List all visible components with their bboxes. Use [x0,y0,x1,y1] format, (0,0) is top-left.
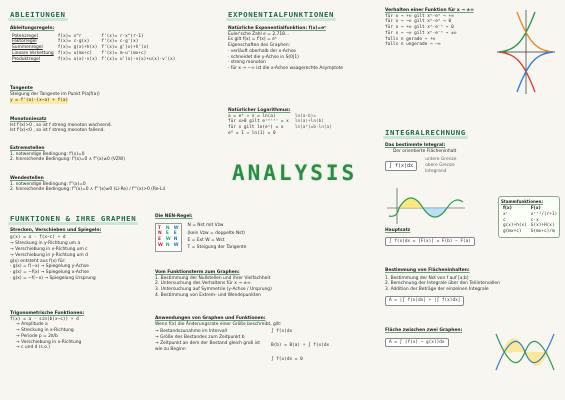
natural-exp-title: Natürliche Exponentialfunktion: f(x)=eˣ [228,26,326,31]
verschieben-section [10,228,150,281]
table-row [10,57,177,63]
rule-name: Potenzregel [12,33,38,39]
nen-column-1 [158,226,163,249]
wendestellen-section [10,176,225,193]
tangente-text: Steigung der Tangente im Punkt P(a|f(a)) [10,91,100,97]
monotonie-line-1: Ist f'(x)>0 , so ist f streng monoton wachsend. [10,122,112,128]
anwendungen-title: Anwendungen von Graphen und Funktionen: [155,316,266,321]
bestimmt-text: Der orientierte Flächeninhalt [393,148,457,154]
monotonie-title: Monotoniesatz [10,117,47,122]
tangente-title: Tangente [10,86,33,91]
formula: e⁰ = 1 ⇔ ln(1) = 0 [228,130,276,136]
ableitungsregeln-table [10,34,177,63]
nen-grid [155,223,182,252]
verhalten-list [385,14,495,48]
formula: für x gilt ln(eˣ) = x [228,125,284,131]
flaeche-title: Bestimmung von Flächeninhalten: [385,268,470,273]
list-item: falls n gerade → +∞ [385,36,436,42]
nen-title: Die NEN-Regel: [155,214,193,219]
nen-note: E = Ext W = Wst [187,237,225,243]
nen-notes [188,223,247,252]
monotonie-section [10,117,220,134]
stamm-F: G(x)+H(x) [530,223,555,229]
anwendungen-text: Wenn f(x) die Änderungsrate einer Größe beschreibt, gilt: [155,321,282,327]
list-item: Eigenschaften des Graphen: [228,43,291,49]
nen-letter: E [165,231,169,237]
list-item: 3. Addition der Beträge der einzelnen Integrale [385,287,489,293]
list-item: → Bestandszunahme im Intervall [155,329,227,335]
natural-exp-section [228,26,378,72]
list-item: für x → −∞ gilt xⁿ·e⁻ˣ → ±∞ [385,30,457,36]
list-item: für x → +∞ gilt xⁿ·e⁻ˣ → 0 [385,25,454,31]
formula: ln(a)+ln(b) [294,119,324,125]
wendestellen-line-2: 2. hinreichende Bedingung: f''(x)=0 ∧ f'''(x)≠0 (Li-Re) / f'''(x)>0 (Re-Li) [10,187,166,193]
nen-letter: E [158,237,161,243]
list-item: · g(x) = −f(−x) → Spiegelung Ursprung [10,275,96,281]
bestimmt-section [385,143,560,175]
stammfunktionen-title: Stammfunktionen: [501,199,543,204]
formula: ln(a·b)= [294,113,316,119]
rule-function: f(x)= g(x)+h(x) [57,45,98,51]
list-item: → Größe des Bestandes zum Zeitpunkt b [155,335,245,341]
between-graphs-plot [492,320,558,382]
curve-orange [517,12,553,52]
nen-letter: W [165,237,171,243]
exp-curves-graph [495,8,557,96]
nen-letter: N [158,231,162,237]
heading-funktionen: FUNKTIONEN & IHRE GRAPHEN [10,214,137,223]
list-item: 4. Bestimmung von Extrem- und Wendepunkten [155,292,261,298]
graph-steps-title: Vom Funktionsterm zum Graphen: [155,270,240,275]
ableitungsregeln-title: Ableitungsregeln: [10,26,55,31]
nen-letter: N [165,242,170,248]
rule-name: Lineare Verkettung [12,50,54,56]
formula: B(b) = B(a) + ∫ f(x)dx [271,343,330,349]
ableitungsregeln-section [10,26,220,62]
trig-section [10,311,150,351]
nen-note: (kein Vzw = doppelte Nst) [187,230,245,236]
tangente-formula: y = f'(a)·(x−a) + f(a) [10,98,69,104]
monotonie-line-2: Ist f'(x)<0 , so ist f streng monoton fallend. [10,128,105,134]
label: untere Grenze [425,157,457,163]
zwischen-formula: A = ∫ (f(x) − g(x))dx [385,338,449,348]
nen-letter: W [173,242,179,248]
curve-red [499,52,535,92]
tangente-section [10,86,220,104]
heading-ableitungen: ABLEITUNGEN [10,10,66,19]
list-item: 1. Bestimmung der Nullstellen und ihrer Vielfachheit [155,275,271,281]
nen-letter: T [158,225,161,231]
list-item: für x → +∞ gilt xⁿ·eˣ → +∞ [385,13,454,19]
hauptsatz-section [385,228,490,246]
flaeche-formula: A = |∫ f(x)dx| + |∫ f(x)dx| [385,296,464,306]
wendestellen-line-1: 1. notwendige Bedingung: f''(x)=0 [10,181,86,187]
extremstellen-line-2: 2. hinreichende Bedingung: f'(x)=0 ∧ f''(x)≠0 (VZW) [10,157,125,163]
nen-letter: N [165,225,170,231]
stamm-head-f: f(x) [503,206,512,212]
list-item: → Verschiebung in x-Richtung [16,339,82,345]
trig-formula: f(x) = a · sin(b(x−c)) + d [10,316,79,322]
extremstellen-section [10,146,220,163]
curve-g [496,334,554,370]
list-item: 2. Berechnung der Integrale über den Teilintervallen [385,281,500,287]
formula: ln(aᵇ)=b·ln(a) [294,125,332,131]
zwischen-title: Fläche zwischen zwei Graphen: [385,328,463,333]
log-title: Natürlicher Logarithmus: [228,108,291,113]
hauptsatz-title: Hauptsatz [385,228,411,233]
nen-letter: N [173,237,178,243]
list-item: Euler'sche Zahl e = 2,718... [228,31,290,37]
rule-function: f(x)= u(x)·v(x) [57,56,98,62]
list-item: · für x → −∞ ist die x-Achse waagerechte Asymptote [228,66,344,72]
rule-function: f(x)= c·g(x) [57,39,90,45]
nen-letter: W [173,225,179,231]
heading-exponential: EXPONENTIALFUNKTIONEN [228,10,335,19]
formula: ∫ f(x)dx [271,329,293,335]
list-item: → Amplitude a [16,322,48,328]
label: Integrand [425,168,447,174]
log-section [228,108,378,137]
list-item: · g(x) = f(−x) → Spiegelung y-Achse [10,264,89,270]
zwischen-section [385,328,485,347]
stammfunktionen-section [498,196,560,238]
nen-note: T = Steigung der Tangente [187,245,247,251]
stamm-F: c·x [530,217,539,223]
stamm-F: G(mx+c)/m [530,229,555,235]
rule-name: Produktregel [12,56,40,62]
stamm-head-F: F(x) [530,206,541,212]
list-item: 3. Untersuchung auf Symmetrie (y-Achse / Ursprung) [155,287,272,293]
log-list [228,114,289,137]
rule-derivative: f'(x)= u'(x)·v(x)+u(x)·v'(x) [101,56,176,62]
flaeche-list [385,276,560,293]
bestimmt-formula: ∫ f(x)dx [385,161,417,172]
natural-exp-list [228,32,378,72]
formula: ∫ f(x)dx = 0 [271,356,303,362]
list-item: → Verschiebung in x-Richtung um c [10,247,88,253]
rule-name: Faktorregel [12,39,37,45]
stamm-f: xʳ [503,211,509,217]
curve-blue [517,52,553,92]
rule-name: Summenregel [12,45,43,51]
list-item: falls n ungerade → −∞ [385,42,441,48]
rule-derivative: f'(x)= g'(x)+h'(x) [101,45,149,51]
nen-letter: E [173,231,177,237]
rule-function: f(x)= u(mx+c) [57,50,93,56]
anwendungen-formulas [271,329,329,362]
verhalten-title: Verhalten einer Funktion für x → ±∞ [385,8,474,13]
rule-derivative: f'(x)= m·u'(mx+c) [101,50,147,56]
list-item: → Periode p = 2π/b [16,333,58,339]
nen-column-2 [166,226,171,249]
extremstellen-line-1: 1. notwendige Bedingung: f'(x)=0 [10,151,85,157]
stammfunktionen-table [501,206,559,235]
rule-function: f(x)= x^r [57,33,82,39]
nen-section [155,214,360,252]
anwendungen-section [155,316,365,363]
list-item: · verläuft oberhalb der x-Achse [228,48,296,54]
stamm-f: c [503,217,506,223]
list-item: → Streckung in y-Richtung um a [10,241,81,247]
curve-green [499,12,535,52]
stamm-F: xʳ⁺¹/(r+1) [530,211,558,217]
grenzen-list [425,157,456,174]
graph-steps-section [155,270,365,299]
list-item: · streng monoton [228,60,266,66]
list-item: · g(x) = −f(x) → Spiegelung x-Achse [10,270,89,276]
list-item: · schneidet die y-Achse in S(0|1) [228,54,299,60]
list-item: → Zeitpunkt an dem der Bestand gleich groß ist wie zu Beginn [155,340,260,352]
list-item: g(x) entsteht aus f(x) für: [10,258,66,264]
hauptsatz-formula: ∫ f(x)dx = [F(x)] = F(b) − F(a) [385,237,475,247]
table-row [501,229,559,235]
wendestellen-title: Wendestellen [10,176,44,181]
list-item: → Verschiebung in y-Richtung um d [10,252,88,258]
bestimmt-title: Das bestimmte Integral: [385,143,446,148]
list-item: 2. Untersuchung des Verhaltens für x → ±∞ [155,281,251,287]
nen-letter: W [158,242,163,248]
anwendungen-items [155,329,267,362]
trig-title: Trigonometrische Funktionen: [10,311,85,316]
extremstellen-title: Extremstellen [10,146,45,151]
trig-list [10,322,150,351]
list-item: 1. Bestimmung der Nst von f auf [a;b] [385,275,469,281]
verschieben-title: Strecken, Verschieben und Spiegeln: [10,228,102,233]
list-item: für x → −∞ gilt xⁿ·eˣ → 0 [385,19,452,25]
list-item: → c und d (s.o.) [16,345,50,351]
main-title: ANALYSIS [232,160,357,187]
list-item: → Streckung in x-Richtung [16,328,74,334]
stamm-f: g(x)+h(x) [503,223,527,229]
graph-steps-list [155,276,365,299]
rule-derivative: f'(x)= r·x^(r-1) [101,33,144,39]
formula: für x>0 gilt eˡⁿ⁽ˣ⁾ = x [228,119,289,125]
list-item: Es gilt f(x) = f'(x) = eˣ [228,37,277,43]
rule-derivative: f'(x)= c·g'(x) [101,39,139,45]
integral-sine-graph [385,186,467,226]
formula: a = eˣ ⇔ x = ln(a) [228,113,276,119]
nen-note: N = Nst mit Vzw [187,223,224,229]
flaeche-section [385,268,560,306]
log-rules [295,114,332,137]
verschieben-list [10,241,150,281]
verhalten-section [385,8,495,48]
stamm-f: g(mx+c) [503,229,522,235]
nen-column-3 [174,226,179,249]
heading-integral: INTEGRALRECHNUNG [385,128,466,137]
label: obere Grenze [425,163,455,169]
verschieben-formula: g(x) = a · f(x−c) + d [10,234,66,240]
